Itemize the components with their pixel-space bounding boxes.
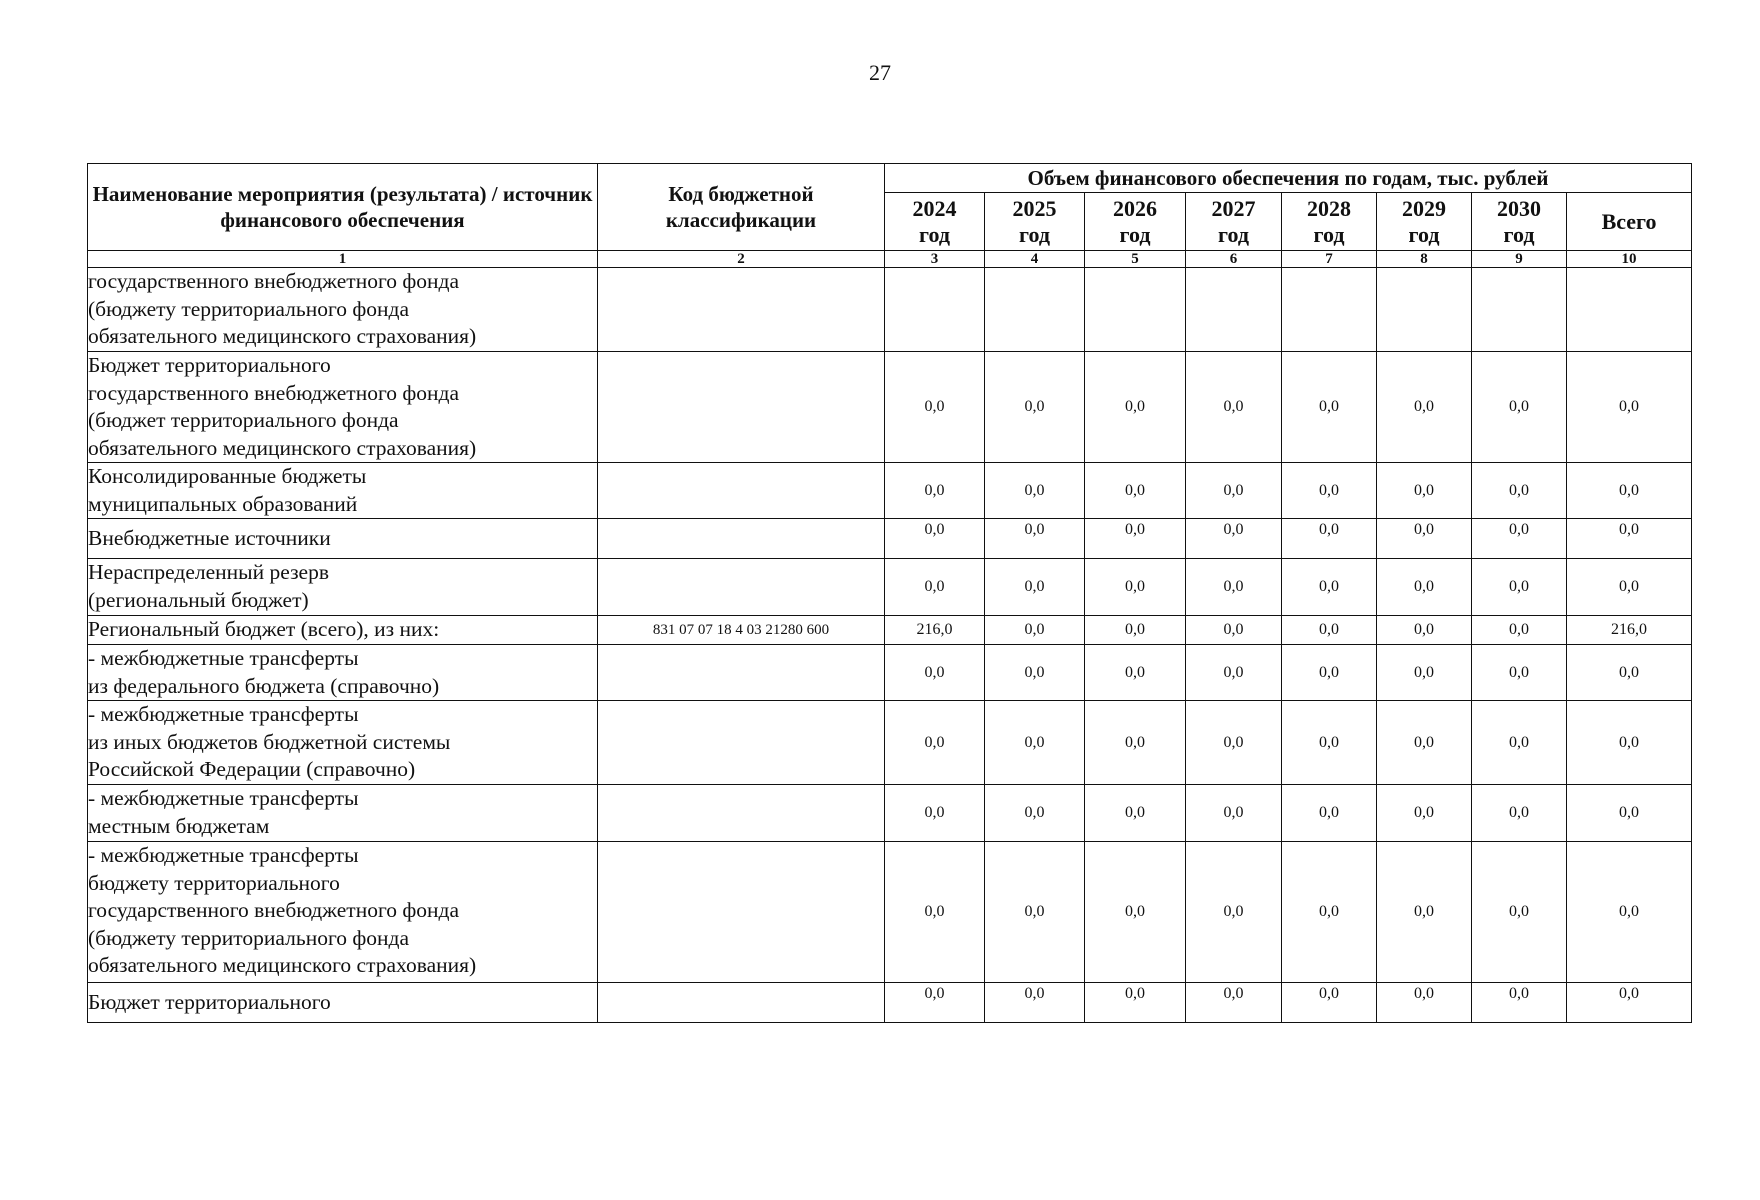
table-row [88,268,1692,352]
year-unit: год [1218,221,1249,247]
row-value [1085,268,1186,352]
row-value: 0,0 [1567,842,1692,983]
row-value: 0,0 [1282,701,1377,785]
row-value: 0,0 [985,616,1085,645]
row-name [88,559,598,616]
table-row [88,352,1692,463]
row-value: 0,0 [1377,983,1472,1023]
row-value: 216,0 [885,616,985,645]
header-year-2025 [985,193,1085,251]
row-value: 0,0 [1085,785,1186,842]
row-code [598,842,885,983]
row-value: 0,0 [1282,352,1377,463]
year-label: 2026 [1113,195,1157,221]
row-value: 0,0 [885,785,985,842]
year-unit: год [1119,221,1151,247]
row-name [88,701,598,785]
row-value: 0,0 [1567,645,1692,701]
row-value: 0,0 [1472,842,1567,983]
row-value: 0,0 [1282,616,1377,645]
row-value: 0,0 [1186,785,1282,842]
row-value: 0,0 [1377,616,1472,645]
row-value: 0,0 [1567,701,1692,785]
row-name-text: государственного внебюджетного фонда (бюджету территориального фонда обязательного медицинского страхования) [88,269,477,348]
year-label: 2024 [912,195,957,221]
row-value: 0,0 [985,785,1085,842]
row-value: 0,0 [885,645,985,701]
year-unit: год [1503,221,1535,247]
row-value: 0,0 [1377,463,1472,519]
row-code [598,645,885,701]
row-code [598,785,885,842]
column-number: 2 [598,251,885,268]
row-value: 0,0 [1472,645,1567,701]
row-value: 0,0 [985,701,1085,785]
row-value [1186,268,1282,352]
row-value: 0,0 [1377,352,1472,463]
row-value: 0,0 [1567,519,1692,559]
row-name-text: Консолидированные бюджеты муниципальных образований [88,464,367,516]
header-year-2028 [1282,193,1377,251]
row-value: 0,0 [885,463,985,519]
row-name [88,352,598,463]
row-value: 0,0 [1472,983,1567,1023]
row-value [1282,268,1377,352]
row-value: 0,0 [1472,785,1567,842]
row-value: 0,0 [1085,645,1186,701]
row-name [88,785,598,842]
row-value: 0,0 [1186,701,1282,785]
row-value: 0,0 [1085,983,1186,1023]
row-value: 0,0 [1085,352,1186,463]
header-total: Всего [1567,193,1692,251]
row-value: 0,0 [1085,842,1186,983]
column-number: 5 [1085,251,1186,268]
column-number: 6 [1186,251,1282,268]
row-value: 0,0 [1567,785,1692,842]
row-code [598,519,885,559]
row-value: 0,0 [885,983,985,1023]
table-row [88,701,1692,785]
row-value: 0,0 [985,842,1085,983]
row-name-text: Бюджет территориального государственного внебюджетного фонда (бюджет территориального фонда обязательного медицинского страхования) [88,353,477,460]
row-value: 0,0 [1085,463,1186,519]
header-funding-group: Объем финансового обеспечения по годам, тыс. рублей [885,164,1692,193]
row-value [1567,268,1692,352]
row-value: 0,0 [1085,701,1186,785]
row-value: 0,0 [1282,463,1377,519]
row-value: 0,0 [885,701,985,785]
row-value: 0,0 [1186,616,1282,645]
row-name [88,463,598,519]
row-name-text: - межбюджетные трансферты местным бюджетам [88,786,359,838]
row-code: 831 07 07 18 4 03 21280 600 [598,616,885,645]
row-value: 0,0 [1472,352,1567,463]
row-code [598,983,885,1023]
row-name [88,519,598,559]
row-value: 0,0 [1186,645,1282,701]
row-name [88,616,598,645]
year-label: 2029 [1402,195,1446,221]
row-value: 0,0 [1472,559,1567,616]
header-year-2026 [1085,193,1186,251]
table-row [88,645,1692,701]
row-value: 0,0 [985,352,1085,463]
row-value: 0,0 [1085,616,1186,645]
row-value: 0,0 [1377,559,1472,616]
row-value: 0,0 [1567,559,1692,616]
row-name-text: Нераспределенный резерв (региональный бюджет) [88,560,330,612]
column-number: 4 [985,251,1085,268]
row-value: 0,0 [985,559,1085,616]
year-label: 2030 [1497,195,1541,221]
column-number: 1 [88,251,598,268]
year-unit: год [919,221,950,247]
row-value: 0,0 [1282,983,1377,1023]
header-name-column: Наименование мероприятия (результата) / источник финансового обеспечения [88,164,598,251]
header-year-2030 [1472,193,1567,251]
row-value: 0,0 [885,352,985,463]
table-row [88,616,1692,645]
row-value: 0,0 [1186,352,1282,463]
row-name [88,645,598,701]
row-value: 0,0 [1377,842,1472,983]
row-value: 0,0 [1472,701,1567,785]
header-year-2027 [1186,193,1282,251]
row-value: 0,0 [885,519,985,559]
row-name [88,983,598,1023]
row-value: 0,0 [985,463,1085,519]
row-name [88,268,598,352]
column-numbers-row [88,251,1692,268]
column-number: 9 [1472,251,1567,268]
row-value: 0,0 [1282,785,1377,842]
row-value: 0,0 [1567,983,1692,1023]
row-value: 0,0 [1186,463,1282,519]
row-name [88,842,598,983]
year-label: 2027 [1211,195,1256,221]
row-value: 0,0 [1377,645,1472,701]
row-code [598,701,885,785]
table-row [88,519,1692,559]
row-value: 0,0 [1282,842,1377,983]
row-value: 0,0 [985,645,1085,701]
header-year-2029 [1377,193,1472,251]
row-value: 0,0 [1186,842,1282,983]
row-value: 0,0 [1282,519,1377,559]
row-name-text: Бюджет территориального [88,989,331,1014]
row-value: 0,0 [885,559,985,616]
row-name-text: - межбюджетные трансферты бюджету территориального государственного внебюджетного фонда (бюджету территориального фонда обязательного медицинского страхования) [88,843,477,977]
row-value: 0,0 [1282,645,1377,701]
table-row [88,983,1692,1023]
row-value: 0,0 [1282,559,1377,616]
row-value: 0,0 [1186,559,1282,616]
financing-table [87,163,1692,1023]
row-value: 0,0 [1472,463,1567,519]
table-row [88,463,1692,519]
row-value: 0,0 [885,842,985,983]
column-number: 8 [1377,251,1472,268]
row-value: 216,0 [1567,616,1692,645]
year-unit: год [1019,221,1050,247]
row-value: 0,0 [1186,519,1282,559]
row-code [598,352,885,463]
year-label: 2025 [1012,195,1057,221]
row-value [1472,268,1567,352]
column-number: 7 [1282,251,1377,268]
row-value: 0,0 [1377,701,1472,785]
row-value: 0,0 [1377,519,1472,559]
table-row [88,559,1692,616]
row-value: 0,0 [1472,616,1567,645]
row-name-text: Внебюджетные источники [88,525,331,550]
row-value: 0,0 [1186,983,1282,1023]
header-year-2024 [885,193,985,251]
year-unit: год [1313,221,1345,247]
header-code-column: Код бюджетной классификации [598,164,885,251]
row-name-text: - межбюджетные трансферты из иных бюджетов бюджетной системы Российской Федерации (справочно) [88,702,451,781]
page-number: 27 [869,60,891,85]
row-value: 0,0 [1085,519,1186,559]
row-name-text: Региональный бюджет (всего), из них: [88,617,440,642]
table-row [88,842,1692,983]
year-unit: год [1408,221,1440,247]
row-value: 0,0 [1085,559,1186,616]
row-name-text: - межбюджетные трансферты из федерального бюджета (справочно) [88,646,440,698]
row-value: 0,0 [1567,352,1692,463]
row-value: 0,0 [985,519,1085,559]
row-value [885,268,985,352]
row-code [598,463,885,519]
row-value: 0,0 [1377,785,1472,842]
row-value: 0,0 [1472,519,1567,559]
row-value: 0,0 [1567,463,1692,519]
row-value [1377,268,1472,352]
row-code [598,268,885,352]
column-number: 3 [885,251,985,268]
row-value [985,268,1085,352]
year-label: 2028 [1307,195,1351,221]
row-value: 0,0 [985,983,1085,1023]
column-number: 10 [1567,251,1692,268]
row-code [598,559,885,616]
table-row [88,785,1692,842]
